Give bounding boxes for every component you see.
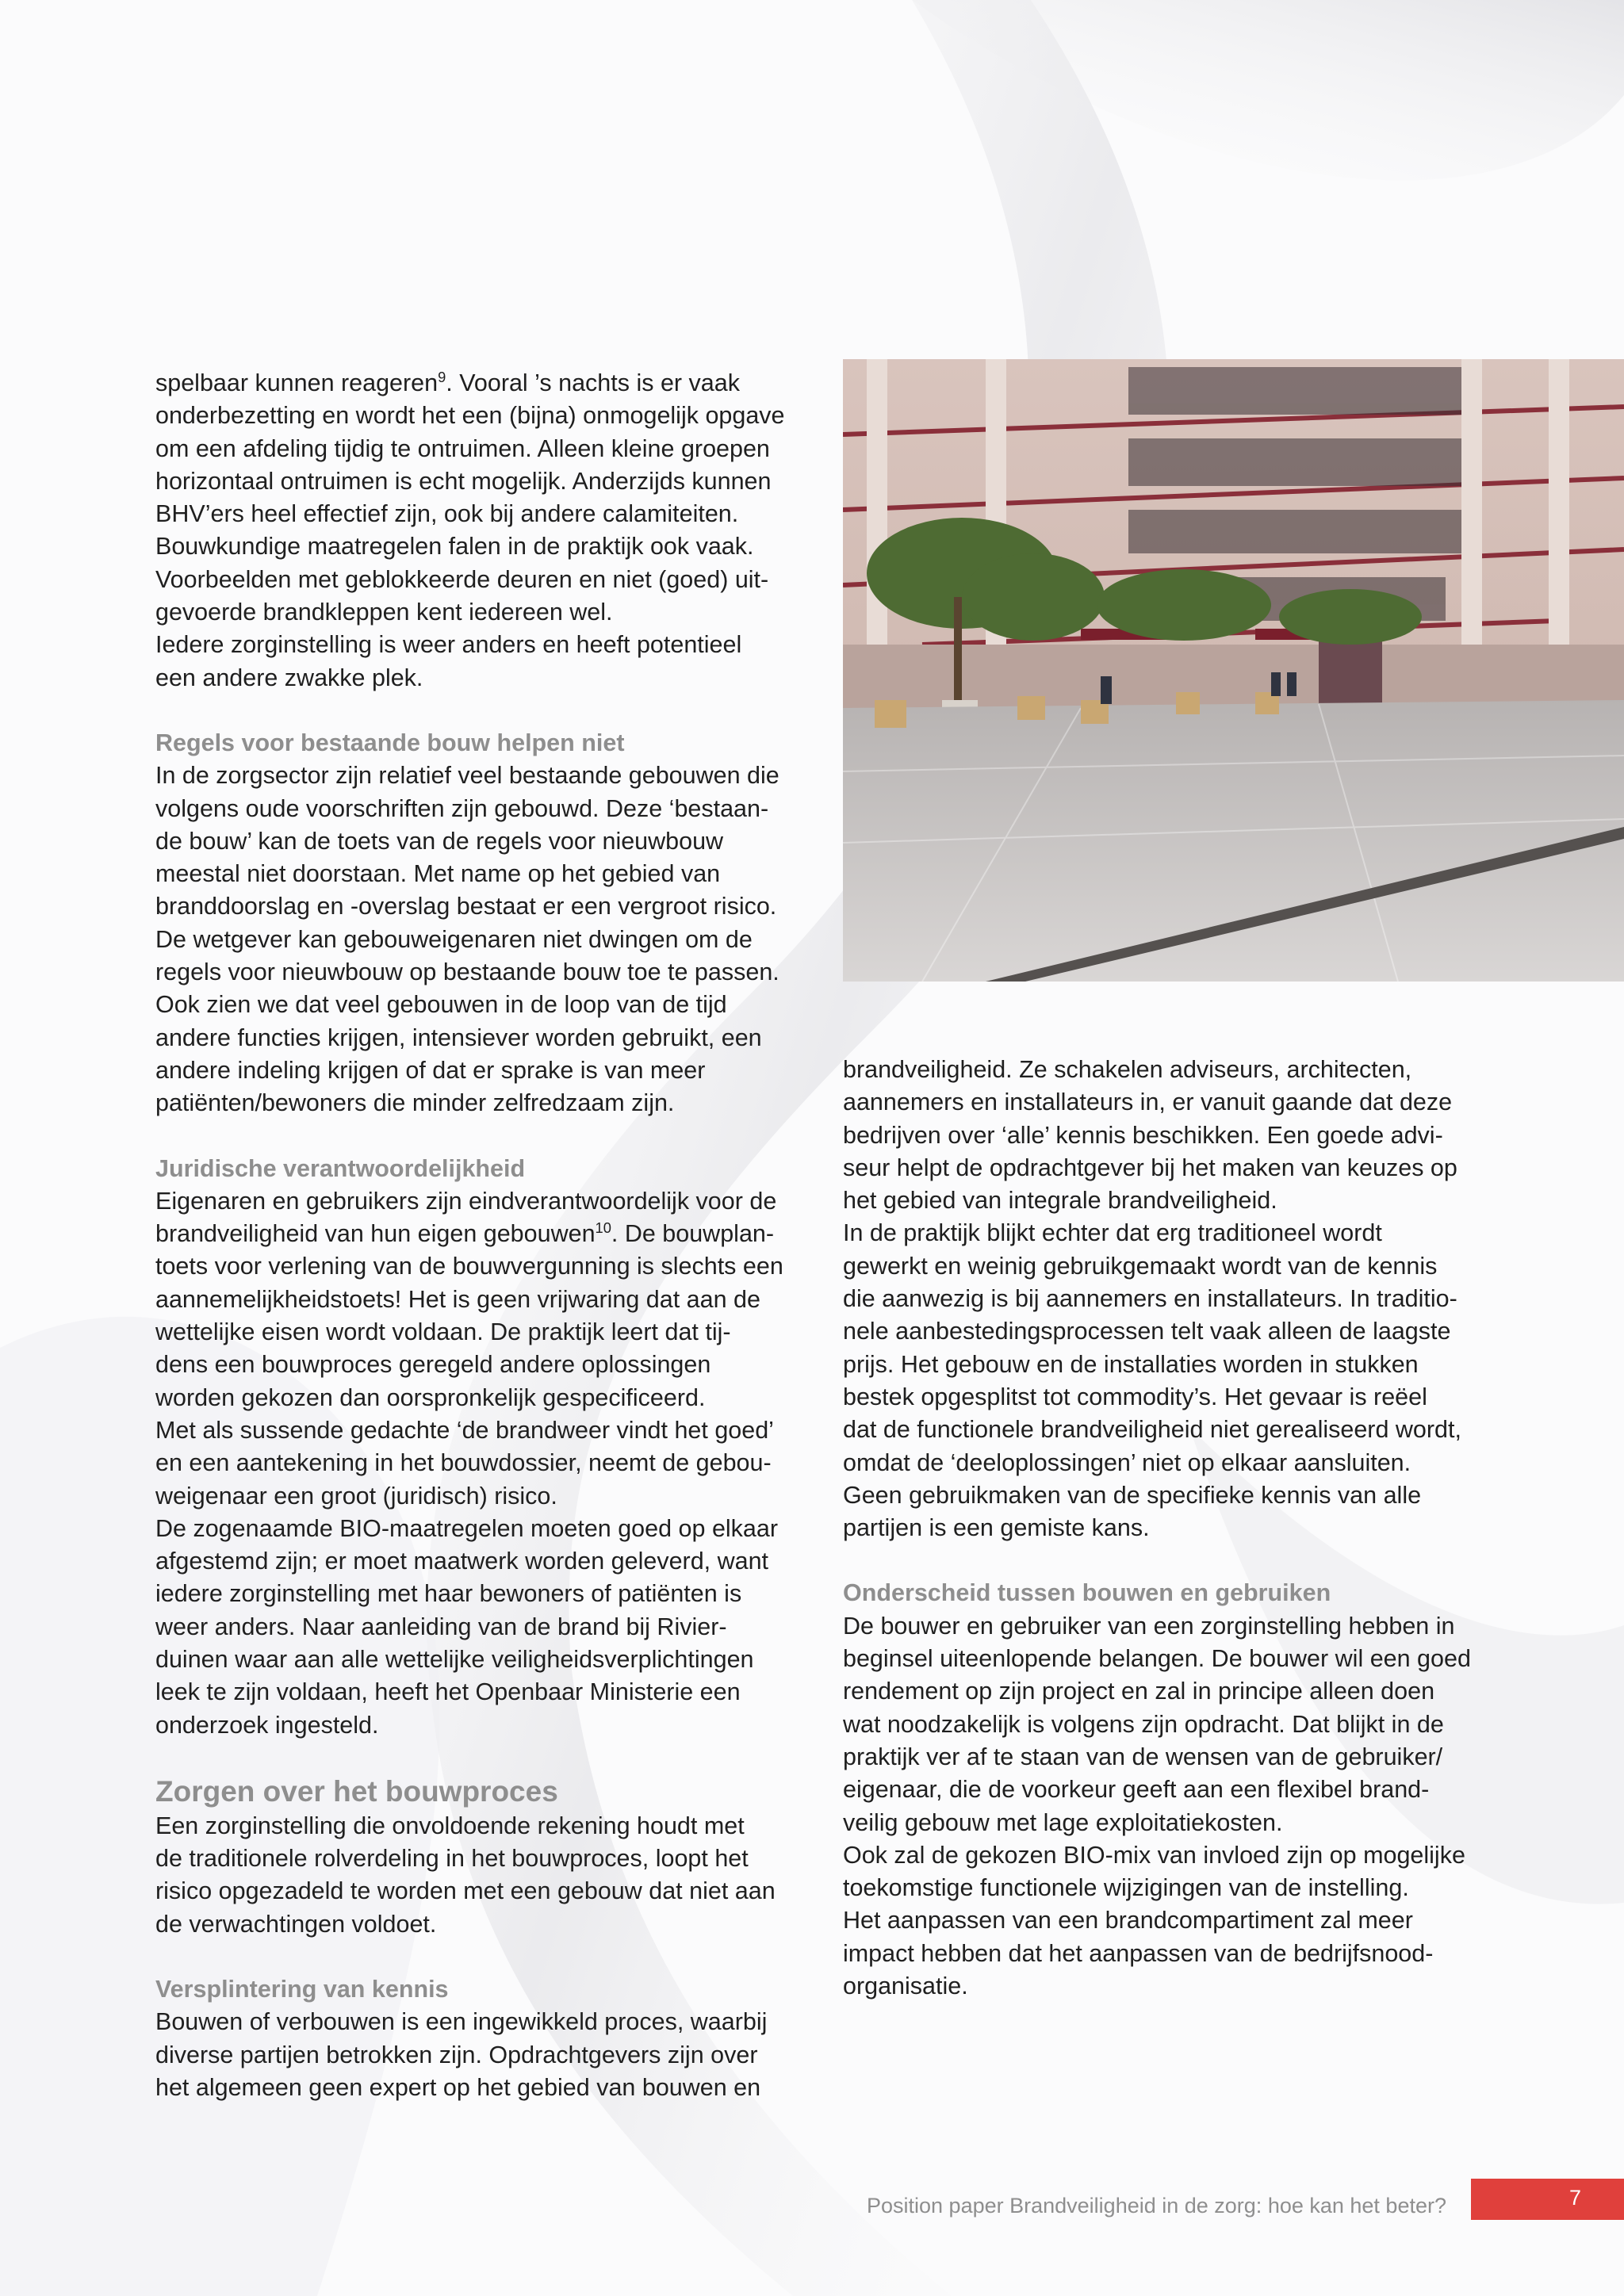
page-number: 7 (1569, 2186, 1582, 2210)
footnote-ref-10[interactable]: 10 (595, 1219, 611, 1236)
left-column (155, 367, 806, 2104)
page-number-tab (1471, 2179, 1624, 2220)
heading-zorgen: Zorgen over het bouwproces (155, 1774, 558, 1808)
intro-paragraph: spelbaar kunnen reageren$^9$. Vooral ’s nachts is er vaak onderbezetting en wordt het een (bijna) onmogelijk opgave om een afdeling tijdig te ontruimen. Alleen kleine groepen horizontaal ontruimen is echt mogelijk. Anderzijds kunnen BHV’ers heel effectief zijn, ook bij andere calamiteiten. Bouwkundige maatregelen falen in de praktijk ook vaak. Voorbeelden met geblokkeerde deuren en niet (goed) uit- gevoerde brandkleppen kent iedereen wel. Iedere zorginstelling is weer anders en heeft potentieel een andere zwakke plek. (155, 368, 785, 691)
right-column (843, 1054, 1501, 2003)
paragraph-onderscheid: De bouwer en gebruiker van een zorginstelling hebben in beginsel uiteenlopende belangen. De bouwer wil een goed rendement op zijn project en zal in principe alleen doen wat noodzakelijk is volgens zijn opdracht. Dat blijkt in de praktijk ver af te staan van de wensen van de gebruiker/ eigenaar, die de voorkeur geeft aan een flexibel brand- veilig gebouw met lage exploitatiekosten. Ook zal de gekozen BIO-mix van invloed zijn op mogelijke toekomstige functionele wijzigingen van de instelling. Het aanpassen van een brandcompartiment zal meer impact hebben dat het aanpassen van de bedrijfsnood- organisatie. (843, 1612, 1471, 2000)
paragraph-zorgen: Een zorginstelling die onvoldoende rekening houdt met de traditionele rolverdeling in het bouwproces, loopt het risico opgezadeld te worden met een gebouw dat niet aan de verwachtingen voldoet. (155, 1812, 776, 1938)
footnote-ref-9[interactable]: 9 (438, 368, 446, 385)
subheading-regels: Regels voor bestaande bouw helpen niet (155, 729, 625, 756)
subheading-onderscheid: Onderscheid tussen bouwen en gebruiken (843, 1579, 1331, 1607)
atrium-photo (843, 359, 1624, 982)
paragraph-juridisch: Eigenaren en gebruikers zijn eindverantwoordelijk voor de brandveiligheid van hun eigen gebouwen$^{10}$. De bouwplan- toets voor verlening van de bouwvergunning is slechts een aannemelijkheidstoets! Het is geen vrijwaring dat aan de wettelijke eisen wordt voldaan. De praktijk leert dat tij- dens een bouwproces geregeld andere oplossingen worden gekozen dan oorspronkelijk gespecificeerd. Met als sussende gedachte ‘de brandweer vindt het goed’ en een aantekening in het bouwdossier, neemt de gebou- weigenaar een groot (juridisch) risico. De zogenaamde BIO-maatregelen moeten goed op elkaar afgestemd zijn; er moet maatwerk worden geleverd, want iedere zorginstelling met haar bewoners of patiënten is weer anders. Naar aanleiding van de brand bij Rivier- duinen waar aan alle wettelijke veiligheidsverplichtingen leek te zijn voldaan, heeft het Openbaar Ministerie een onderzoek ingesteld. (155, 1187, 783, 1739)
subheading-versplintering: Versplintering van kennis (155, 1976, 449, 2003)
subheading-juridisch: Juridische verantwoordelijkheid (155, 1154, 526, 1182)
paragraph-versplintering: Bouwen of verbouwen is een ingewikkeld proces, waarbij diverse partijen betrokken zijn. Opdrachtgevers zijn over het algemeen geen expert op het gebied van bouwen en (155, 2008, 768, 2101)
paragraph-brandveiligheid: brandveiligheid. Ze schakelen adviseurs, architecten, aannemers en installateurs in, er vanuit gaande dat deze bedrijven over ‘alle’ kennis beschikken. Een goede advi- seur helpt de opdrachtgever bij het maken van keuzes op het gebied van integrale brandveiligheid. In de praktijk blijkt echter dat erg traditioneel wordt gewerkt en weinig gebruikgemaakt wordt van de kennis die aanwezig is bij aannemers en installateurs. In traditio- nele aanbestedingsprocessen telt vaak alleen de laagste prijs. Het gebouw en de installaties worden in stukken bestek opgesplitst tot commodity’s. Het gevaar is reëel dat de functionele brandveiligheid niet gerealiseerd wordt, omdat de ‘deeloplossingen’ niet op elkaar aansluiten. Geen gebruikmaken van de specifieke kennis van alle partijen is een gemiste kans. (843, 1056, 1461, 1542)
footer-title: Position paper Brandveiligheid in de zorg: hoe kan het beter? (867, 2194, 1446, 2218)
paragraph-regels: In de zorgsector zijn relatief veel bestaande gebouwen die volgens oude voorschriften zijn gebouwd. Deze ‘bestaan- de bouw’ kan de toets van de regels voor nieuwbouw meestal niet doorstaan. Met name op het gebied van branddoorslag en -overslag bestaat er een vergroot risico. De wetgever kan gebouweigenaren niet dwingen om de regels voor nieuwbouw op bestaande bouw toe te passen. Ook zien we dat veel gebouwen in de loop van de tijd andere functies krijgen, intensiever worden gebruikt, een andere indeling krijgen of dat er sprake is van meer patiënten/bewoners die minder zelfredzaam zijn. (155, 762, 779, 1117)
